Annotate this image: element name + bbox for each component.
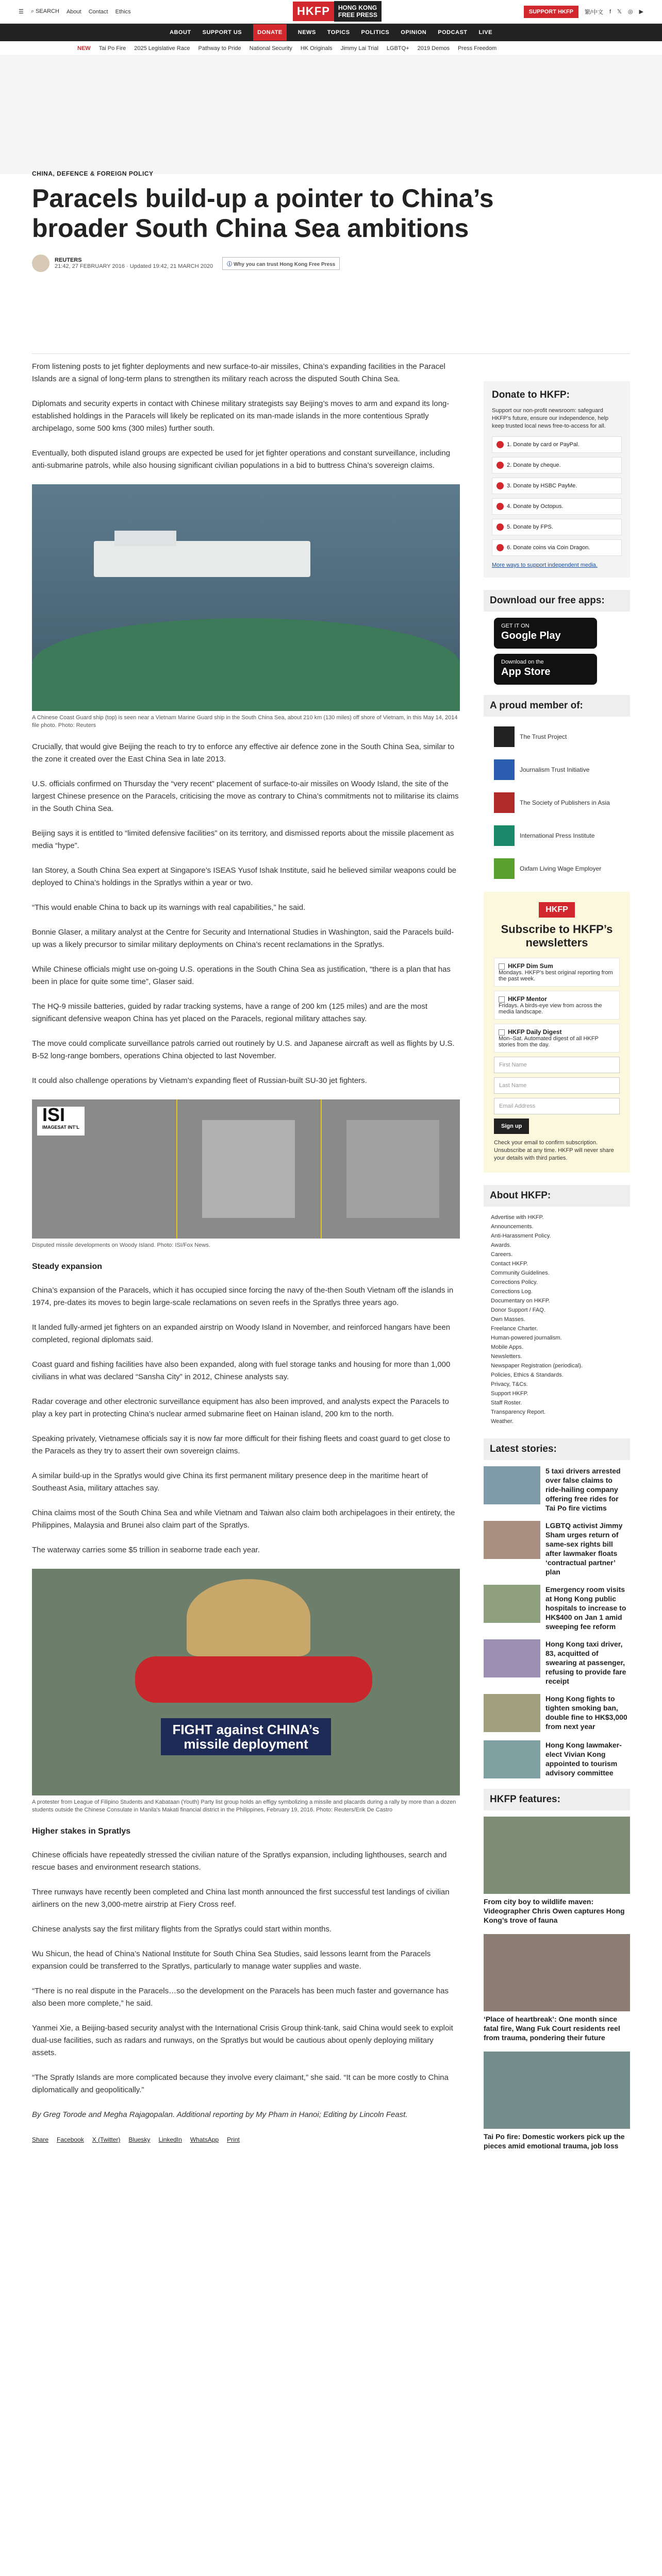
newsletter-box [484,892,630,1173]
nav-donate[interactable]: DONATE [253,24,287,41]
caption: A protester from League of Filipino Students and Kabataan (Youth) Party list group holds an effigy symbolizing a missile and placards during a rally by more than a dozen students outside the Chinese Consulate in Manila's Makati financial district in the Philippines, February 19, 2016. Photo: Reuters/Erik De Castro [32,1799,456,1813]
story-thumbnail[interactable] [484,1521,540,1559]
story-thumbnail[interactable] [484,1694,540,1732]
photo-protest [32,1569,460,1795]
divider-line [176,1099,177,1239]
credit-line: By Greg Torode and Megha Rajagopalan. Additional reporting by My Pham in Hanoi; Editing by Lincoln Feast. [32,2110,408,2119]
caption: Disputed missile developments on Woody Island. Photo: ISI/Fox News. [32,1242,210,1248]
support-button[interactable]: SUPPORT HKFP [524,6,578,18]
article-body [32,361,460,2146]
share-print[interactable]: Print [227,2136,240,2143]
author-name[interactable]: REUTERS [55,257,82,263]
about-link[interactable]: Mobile Apps. [491,1344,523,1350]
trending-item[interactable]: Jimmy Lai Trial [340,45,378,52]
nav-news[interactable]: NEWS [297,29,316,36]
launcher-shape [346,1120,439,1218]
latest-story[interactable] [484,1466,630,1513]
paragraph: Radar coverage and other electronic surveillance equipment has also been improved, and analysts expect the Paracels to play a key part in protecting China’s nuclear armed submarine fleet on Hainan island, 200 km to the north. [32,1397,449,1418]
features-title: HKFP features: [484,1789,630,1810]
story-title[interactable]: Emergency room visits at Hong Kong public hospitals to increase to HK$400 on Jan 1 amid sweeping fee reform [545,1585,626,1631]
launcher-shape [202,1120,295,1218]
paragraph: Three runways have recently been completed and China last month announced the first successful test landings of civilian airliners on the new 3,000-metre airstrip at Fiery Cross reef. [32,1888,450,1909]
share-label: Share [32,2136,49,2143]
menu-icon[interactable]: ☰ [19,9,24,15]
about-link[interactable]: Human-powered journalism. [491,1335,562,1341]
latest-story[interactable] [484,1585,630,1631]
member-logo[interactable]: Oxfam Living Wage Employer [494,856,620,882]
paragraph: The waterway carries some $5 trillion in seaborne trade each year. [32,1546,260,1554]
donate-method[interactable]: 3. Donate by HSBC PayMe. [492,478,622,494]
logo-mark: HKFP [293,2,334,21]
about-link[interactable]: Privacy, T&Cs. [491,1381,528,1387]
nav-podcast[interactable]: PODCAST [438,29,468,36]
x-icon[interactable]: 𝕏 [617,9,622,15]
story-title[interactable]: LGBTQ activist Jimmy Sham urges return of same-sex rights bill after lawmaker floats ‘contractual partner’ plan [545,1521,623,1576]
newsletter-note: Check your email to confirm subscription. Unsubscribe at any time. HKFP will never share your details with third parties. [494,1140,614,1161]
donate-title: Donate to HKFP: [492,389,570,400]
trending-item[interactable]: HK Originals [300,45,333,52]
ship-bow-shape [32,618,460,711]
share-linkedin[interactable]: LinkedIn [158,2136,182,2143]
divider-line [321,1099,322,1239]
feature-title[interactable]: From city boy to wildlife maven: Videographer Chris Owen captures Hong Kong’s trove of fauna [484,1897,625,1924]
about-link[interactable]: Contact HKFP. [491,1261,528,1267]
paragraph: From listening posts to jet fighter deployments and new surface-to-air missiles, China’s expanding facilities in the Paracel Islands are a signal of long-term plans to strengthen its military reach across the disputed South China Sea. [32,362,445,383]
ipi-icon [494,825,515,846]
about-link[interactable]: Own Masses. [491,1316,525,1323]
author-avatar [32,255,49,272]
newsletter-logo: HKFP [539,902,575,918]
top-bar [0,0,662,24]
feature-story[interactable] [484,2052,630,2150]
email-field[interactable]: Email Address [494,1098,620,1114]
share-x[interactable]: X (Twitter) [92,2136,121,2143]
trending-item[interactable]: Press Freedom [458,45,497,52]
trending-item[interactable]: LGBTQ+ [386,45,409,52]
member-logo[interactable]: The Society of Publishers in Asia [494,790,620,816]
paragraph: It landed fully-armed jet fighters on an expanded airstrip on Woody Island in November, and reinforced hangars have been completed, regional diplomats said. [32,1323,451,1344]
donate-method[interactable]: 4. Donate by Octopus. [492,498,622,515]
checkbox[interactable] [499,963,505,970]
last-name-field[interactable]: Last Name [494,1077,620,1094]
about-link[interactable]: Awards. [491,1242,511,1248]
paragraph: The HQ-9 missile batteries, guided by radar tracking systems, have a range of 200 km (125 miles) and are the most significant defensive weapon China has yet placed on the Paracels, regional military attaches say. [32,1002,428,1023]
ship-shape [94,541,310,577]
photo-coast-guard-ships [32,484,460,711]
first-name-field[interactable]: First Name [494,1057,620,1073]
nav-topics[interactable]: TOPICS [327,29,350,36]
trust-link[interactable]: ⓘ Why you can trust Hong Kong Free Press [222,257,340,270]
trending-item[interactable]: 2025 Legislative Race [134,45,190,52]
share-bar [32,2133,460,2146]
ad-space [0,56,662,174]
checkbox[interactable] [499,1029,505,1036]
paragraph: Beijing says it is entitled to “limited defensive facilities” on its territory, and dismissed reports about the missile placement as media “hype”. [32,829,454,850]
hat-shape [187,1579,310,1656]
member-logo[interactable]: International Press Institute [494,823,620,849]
feature-thumbnail[interactable] [484,1934,630,2011]
story-thumbnail[interactable] [484,1639,540,1677]
story-title[interactable]: Hong Kong fights to tighten smoking ban, double fine to HK$3,000 from next year [545,1694,627,1731]
sidebar [484,381,630,2160]
info-icon: ⓘ [227,261,234,267]
instagram-icon[interactable]: ◎ [627,9,633,15]
about-link[interactable]: Corrections Policy. [491,1279,538,1285]
apps-section [484,590,630,685]
donate-method[interactable]: 6. Donate coins via Coin Dragon. [492,539,622,556]
paragraph: U.S. officials confirmed on Thursday the “very recent” placement of surface-to-air missiles on Woody Island, the site of the largest Chinese presence on the Paracels, criticising the move as contrary to China’s commitments not to militarise its claims in the South China Sea. [32,779,459,813]
about-link[interactable]: Anti-Harassment Policy. [491,1233,551,1239]
paragraph: Yanmei Xie, a Beijing-based security analyst with the International Crisis Group think-tank, said China would seek to exploit dual-use facilities, such as radars and runways, on the Spratlys but would be cautious about openly deploying military assets. [32,2024,453,2057]
latest-stories [484,1438,630,1778]
paragraph: Ian Storey, a South China Sea expert at Singapore’s ISEAS Yusof Ishak Institute, said he believed similar weapons could be deployed to China’s holdings in the Spratlys within a year or two. [32,866,457,887]
feature-story[interactable] [484,1934,630,2042]
paragraph: Chinese officials have repeatedly stressed the civilian nature of the Spratlys expansion, including lighthouses, search and rescue bases and environment research stations. [32,1851,447,1872]
youtube-icon[interactable]: ▶ [639,9,643,15]
article-category[interactable]: CHINA, DEFENCE & FOREIGN POLICY [32,170,154,177]
member-logo[interactable]: The Trust Project [494,724,620,750]
protest-sign: FIGHT against CHINA’s missile deployment [161,1718,331,1755]
paragraph: Chinese analysts say the first military flights from the Spratlys could start within months. [32,1925,332,1934]
section-heading: Higher stakes in Spratlys [32,1827,131,1836]
donate-method[interactable]: 1. Donate by card or PayPal. [492,436,622,453]
about-link[interactable]: Donor Support / FAQ. [491,1307,545,1313]
about-title: About HKFP: [484,1185,630,1207]
trending-item[interactable]: Tai Po Fire [98,45,126,52]
newsletter-option[interactable]: HKFP Daily Digest Mon–Sat. Automated digest of all HKFP stories from the day. [494,1024,620,1053]
paragraph: Wu Shicun, the head of China’s National Institute for South China Sea Studies, said lessons learnt from the Paracels expansion could be transferred to the Spratlys, particularly to manage water supplies and waste. [32,1950,431,1971]
paragraph: Crucially, that would give Beijing the reach to try to enforce any effective air defence zone in the South China Sea, similar to the zone it created over the East China Sea in late 2013. [32,742,455,764]
features-section [484,1789,630,2150]
paragraph: China claims most of the South China Sea and while Vietnam and Taiwan also claim both archipelagoes in their entirety, the Philippines, Malaysia and Brunei also claim part of the Spratlys. [32,1509,455,1530]
donate-text: Support our non-profit newsroom: safeguard HKFP’s future, ensure our independence, help keep trusted local news free-to-access for all. [492,408,609,429]
about-link[interactable]: Weather. [491,1418,514,1425]
jti-icon [494,759,515,780]
share-whatsapp[interactable]: WhatsApp [190,2136,219,2143]
trust-project-icon [494,726,515,747]
about-link[interactable]: Advertise with HKFP. [491,1214,544,1221]
sopa-icon [494,792,515,813]
about-link[interactable]: Newspaper Registration (periodical). [491,1363,583,1369]
payme-icon [496,482,504,489]
figure-satellite [32,1099,460,1249]
paragraph: Diplomats and security experts in contact with Chinese military strategists say Beijing’s moves to arm and expand its long-established holdings in the Paracels will likely be replicated on its man-made islands in the more contentious Spratly archipelago, some 500 kms (300 miles) further south. [32,399,450,433]
byline [32,255,630,272]
paragraph: China’s expansion of the Paracels, which it has occupied since forcing the navy of the-then South Vietnam off the islands in 1974, pre-dates its moves to begin large-scale reclamations on seven reefs in the Spratlys three years ago. [32,1286,454,1307]
ethics-link[interactable]: Ethics [115,8,131,15]
donate-method[interactable]: 2. Donate by cheque. [492,457,622,473]
hkfp-logo[interactable] [293,1,382,22]
paragraph: A similar build-up in the Spratlys would give China its first permanent military presence deep in the maritime heart of Southeast Asia, military attaches say. [32,1471,428,1493]
caption: A Chinese Coast Guard ship (top) is seen near a Vietnam Marine Guard ship in the South China Sea, about 210 km (130 miles) off shore of Vietnam, in this May 14, 2014 file photo. Photo: Reuters [32,715,458,728]
story-title[interactable]: Hong Kong taxi driver, 83, acquitted of swearing at passenger, refusing to provide fare receipt [545,1640,626,1685]
about-link[interactable]: Community Guidelines. [491,1270,550,1276]
trending-item[interactable]: 2019 Demos [417,45,450,52]
paragraph: Coast guard and fishing facilities have also been expanded, along with fuel storage tanks and housing for more than 1,000 civilians in what was declared “Sansha City” in 2012, Chinese analysts say. [32,1360,451,1381]
about-link[interactable]: About [66,8,81,15]
language-link[interactable]: 繁/中文 [584,9,603,15]
signup-button[interactable]: Sign up [494,1118,529,1134]
latest-story[interactable] [484,1521,630,1577]
article-title: Paracels build-up a pointer to China’s broader South China Sea ambitions [32,184,494,243]
paragraph: It could also challenge operations by Vietnam’s expanding fleet of Russian-built SU-30 jet fighters. [32,1076,367,1085]
nav-about[interactable]: ABOUT [170,29,191,36]
newsletter-title: Subscribe to HKFP’s newsletters [501,923,613,949]
paragraph: “This would enable China to back up its warnings with real capabilities,” he said. [32,903,306,912]
about-link[interactable]: Corrections Log. [491,1289,533,1295]
newsletter-option[interactable]: HKFP Dim Sum Mondays. HKFP’s best original reporting from the past week. [494,958,620,987]
newsletter-option[interactable]: HKFP Mentor Fridays. A birds-eye view from across the media landscape. [494,991,620,1020]
app-store-badge[interactable]: Download on the App Store [494,654,597,685]
isi-logo: ISI IMAGESAT INT’L [37,1107,85,1136]
members-section [484,695,630,882]
search-label: SEARCH [36,8,59,14]
search-link[interactable]: ⌕ SEARCH [30,8,59,14]
trending-item[interactable]: National Security [249,45,292,52]
feature-thumbnail[interactable] [484,1817,630,1894]
share-bluesky[interactable]: Bluesky [128,2136,151,2143]
latest-title: Latest stories: [484,1438,630,1460]
paragraph: Bonnie Glaser, a military analyst at the Centre for Security and International Studies in Washington, said the Paracels build-up was a likely precursor to similar military deployments on China’s recent reclamations in the Spratlys. [32,928,454,949]
coin-icon [496,544,504,551]
nav-opinion[interactable]: OPINION [401,29,427,36]
ship-bridge-shape [114,531,176,546]
about-link[interactable]: Freelance Charter. [491,1326,538,1332]
about-link[interactable]: Newsletters. [491,1353,522,1360]
about-link[interactable]: Policies, Ethics & Standards. [491,1372,564,1378]
paragraph: Eventually, both disputed island groups are expected be used for jet fighter operations and constant surveillance, including anti-submarine patrols, while also housing significant civilian populations in a bid to buttress China’s sovereign claims. [32,449,451,470]
nav-live[interactable]: LIVE [478,29,492,36]
trending-item[interactable]: Pathway to Pride [198,45,241,52]
divider [32,353,630,354]
about-section [484,1185,630,1426]
more-support-link[interactable]: More ways to support independent media. [492,562,598,568]
section-heading: Steady expansion [32,1262,103,1271]
apps-title: Download our free apps: [484,590,630,612]
octopus-icon [496,503,504,510]
about-links [484,1213,630,1426]
card-icon [496,441,504,448]
paragraph: “There is no real dispute in the Paracels…so the development on the Paracels has been much faster and governance has also been more complete,” he said. [32,1987,449,2008]
story-title[interactable]: Hong Kong lawmaker-elect Vivian Kong appointed to tourism advisory committee [545,1741,622,1777]
cheque-icon [496,462,504,469]
paragraph: The move could complicate surveillance patrols carried out routinely by U.S. and Japanese aircraft as well as flights by U.S. B-52 long-range bombers, operations China objected to last November. [32,1039,455,1060]
story-thumbnail[interactable] [484,1466,540,1504]
about-link[interactable]: Documentary on HKFP. [491,1298,550,1304]
latest-story[interactable] [484,1694,630,1732]
about-link[interactable]: Transparency Report. [491,1409,545,1415]
feature-story[interactable] [484,1817,630,1925]
contact-link[interactable]: Contact [88,8,108,15]
about-link[interactable]: Support HKFP. [491,1391,528,1397]
latest-story[interactable] [484,1740,630,1778]
main-nav [0,24,662,41]
about-link[interactable]: Staff Roster. [491,1400,522,1406]
figure-protest [32,1569,460,1814]
feature-title[interactable]: ‘Place of heartbreak’: One month since fatal fire, Wang Fuk Court residents reel from trauma, pondering their future [484,2015,620,2042]
share-facebook[interactable]: Facebook [57,2136,84,2143]
about-link[interactable]: Careers. [491,1251,513,1258]
members-title: A proud member of: [484,695,630,717]
donate-box [484,381,630,578]
logo-text: HONG KONG FREE PRESS [334,1,382,22]
story-thumbnail[interactable] [484,1585,540,1623]
facebook-icon[interactable]: f [609,8,611,15]
member-logo[interactable]: Journalism Trust Initiative [494,757,620,783]
missile-effigy-shape [135,1656,372,1703]
feature-thumbnail[interactable] [484,2052,630,2129]
google-play-badge[interactable]: GET IT ON Google Play [494,618,597,649]
paragraph: While Chinese officials might use on-going U.S. operations in the South China Sea as justification, “there is a plan that has been in place for quite some time”, Glaser said. [32,965,451,986]
story-thumbnail[interactable] [484,1740,540,1778]
donate-method[interactable]: 5. Donate by FPS. [492,519,622,535]
figure-ships [32,484,460,730]
photo-satellite [32,1099,460,1239]
paragraph: “The Spratly Islands are more complicated because they involve every claimant,” she said. “It can be more costly to China diplomatically and geopolitically.” [32,2073,449,2094]
trending-label: NEW [77,45,91,52]
article-dates: 21:42, 27 FEBRUARY 2016 · Updated 19:42, 21 MARCH 2020 [55,263,213,269]
paragraph: Speaking privately, Vietnamese officials say it is now far more difficult for their fishing fleets and coast guard to get close to the Paracels as they try to assert their own sovereign claims. [32,1434,450,1455]
feature-title[interactable]: Tai Po fire: Domestic workers pick up the pieces amid emotional trauma, job loss [484,2132,625,2150]
nav-support[interactable]: SUPPORT US [202,29,242,36]
oxfam-icon [494,858,515,879]
about-link[interactable]: Announcements. [491,1224,534,1230]
story-title[interactable]: 5 taxi drivers arrested over false claims to ride-hailing company offering free rides for Tai Po fire victims [545,1467,621,1512]
latest-story[interactable] [484,1639,630,1686]
checkbox[interactable] [499,996,505,1003]
nav-politics[interactable]: POLITICS [361,29,390,36]
trending-bar [0,41,662,56]
fps-icon [496,523,504,531]
